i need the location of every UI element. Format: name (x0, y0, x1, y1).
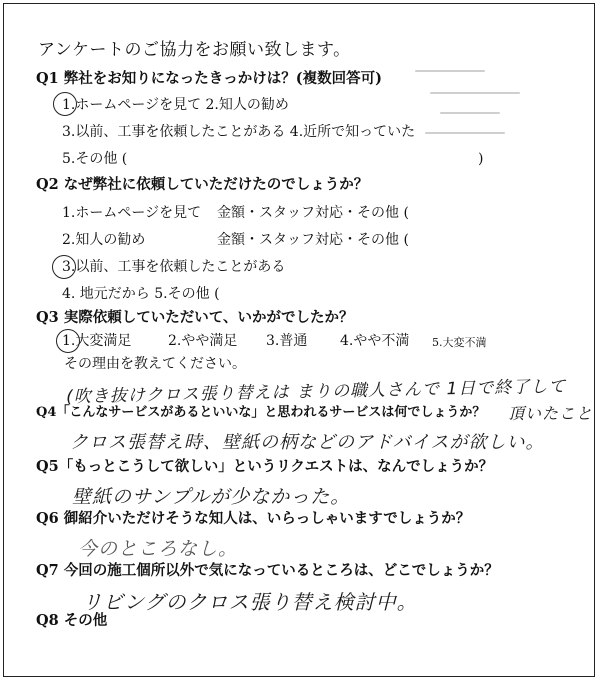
question-4: Q4「こんなサービスがあるといいな」と思われるサービスは何でしょうか？ (36, 405, 486, 420)
scan-noise (415, 70, 485, 72)
q1-options-row3-close: ) (478, 151, 484, 167)
question-5: Q5「もっとこうして欲しい」というリクエストは、なんでしょうか？ (36, 458, 494, 475)
q3-option-5: 5.大変不満 (432, 336, 487, 349)
q1-options-row3: 5.その他 ( (62, 151, 128, 167)
question-1: Q1 弊社をお知りになったきっかけは？(複数回答可) (36, 70, 382, 87)
question-7: Q7 今回の施工個所以外で気になっているところは、どこでしょうか？ (36, 562, 499, 579)
question-8: Q8 その他 (36, 612, 108, 629)
q3-option-4: 4.やや不満 (340, 333, 410, 349)
q1-options-row2: 3.以前、工事を依頼したことがある 4.近所で知っていた (62, 124, 416, 140)
survey-title: アンケートのご協力をお願い致します。 (38, 40, 351, 60)
q3-handwritten-answer-line1: (吹き抜けクロス張り替えは まりの職人さんで 1日で終了して (65, 376, 567, 408)
q3-option-2: 2.やや満足 (168, 333, 238, 349)
q1-options-row1: 1.ホームページを見て 2.知人の勧め (62, 97, 289, 113)
scan-noise (430, 92, 520, 94)
q7-handwritten-answer: リビングのクロス張り替え検討中。 (82, 590, 418, 614)
q3-reason-prompt: その理由を教えてください。 (64, 356, 246, 372)
scan-noise (440, 112, 500, 114)
q2-option-4-5: 4. 地元だから 5.その他 ( (62, 286, 220, 302)
scan-noise (425, 132, 505, 134)
q2-option-2-detail: 金額・スタッフ対応・その他 ( (217, 232, 409, 248)
q3-handwritten-answer-line2: 頂いたこと (508, 404, 594, 423)
q5-handwritten-answer: 壁紙のサンプルが少なかった。 (72, 486, 351, 508)
question-3: Q3 実際依頼していただいて、いかがでしたか？ (36, 309, 354, 326)
question-2: Q2 なぜ弊社に依頼していただけたのでしょうか？ (36, 176, 369, 193)
q2-option-2: 2.知人の勧め (62, 232, 146, 248)
q2-option-1-detail: 金額・スタッフ対応・その他 ( (217, 205, 409, 221)
q2-option-3: 3.以前、工事を依頼したことがある (62, 259, 286, 275)
q3-option-1: 1.大変満足 (62, 333, 132, 349)
q3-option-3: 3.普通 (266, 333, 308, 349)
q6-handwritten-answer: 今のところなし。 (78, 538, 239, 560)
q4-handwritten-answer: クロス張替え時、壁紙の柄などのアドバイスが欲しい。 (70, 432, 545, 453)
question-6: Q6 御紹介いただけそうな知人は、いらっしゃいますでしょうか？ (36, 510, 471, 527)
q2-option-1: 1.ホームページを見て (62, 205, 202, 221)
